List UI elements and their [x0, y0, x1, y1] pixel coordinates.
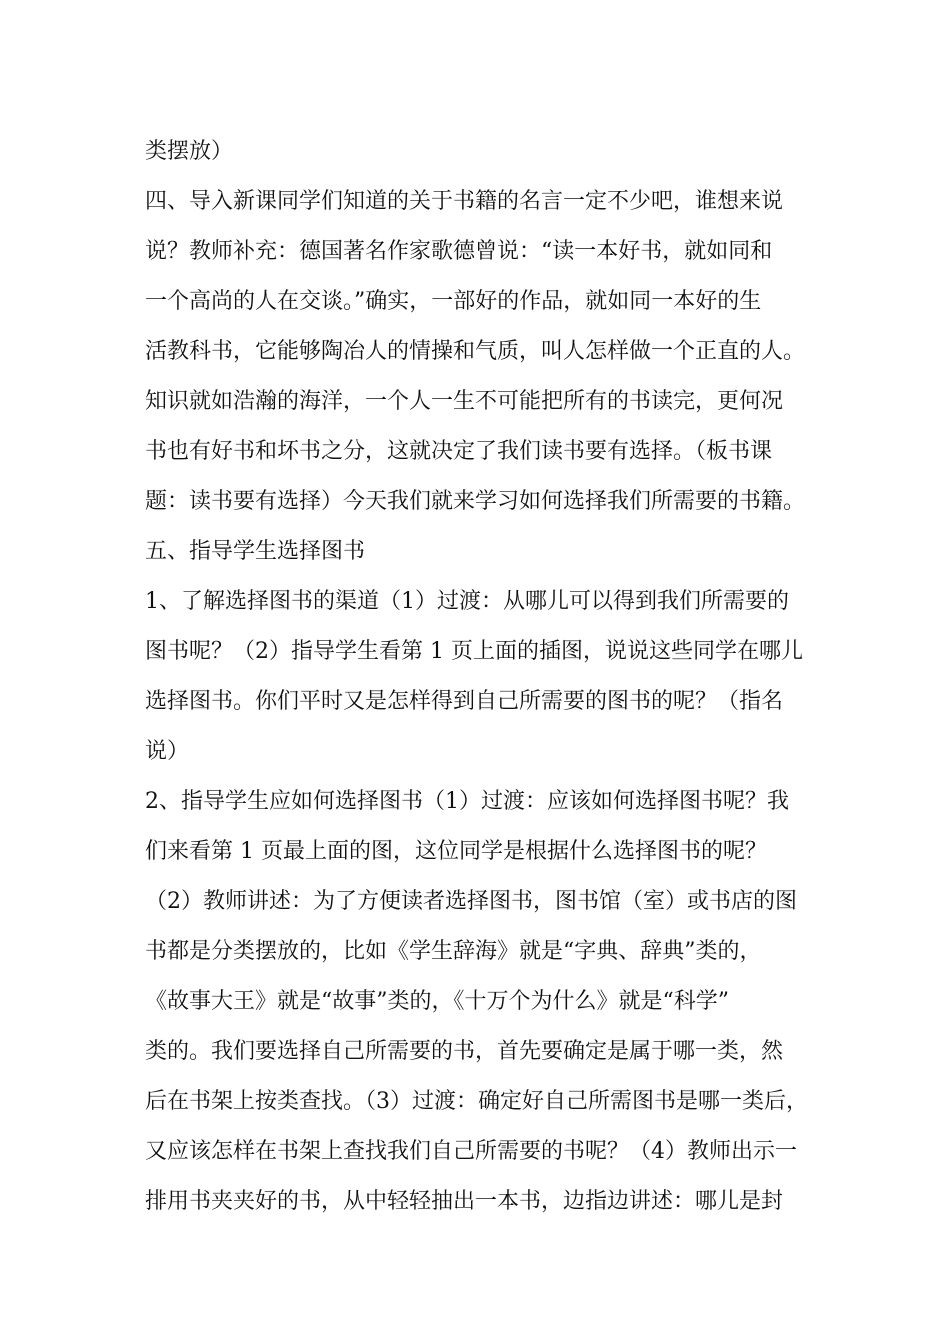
text-line: 书也有好书和坏书之分，这就决定了我们读书要有选择。（板书课: [145, 439, 773, 464]
text-line: 又应该怎样在书架上查找我们自己所需要的书呢？（4）教师出示一: [145, 1139, 797, 1164]
text-line: （2）教师讲述：为了方便读者选择图书，图书馆（室）或书店的图: [145, 889, 797, 914]
text-line: 四、导入新课同学们知道的关于书籍的名言一定不少吧，谁想来说: [145, 189, 784, 214]
text-line: 类摆放）: [145, 139, 234, 164]
text-line: 后在书架上按类查找。（3）过渡：确定好自己所需图书是哪一类后，: [145, 1089, 808, 1114]
text-line: 书都是分类摆放的，比如《学生辞海》就是“字典、辞典”类的，: [145, 939, 762, 964]
text-line: 类的。我们要选择自己所需要的书，首先要确定是属于哪一类，然: [145, 1039, 784, 1064]
section-heading: 五、指导学生选择图书: [145, 539, 366, 564]
text-line: 知识就如浩瀚的海洋，一个人一生不可能把所有的书读完，更何况: [145, 389, 784, 414]
text-line: 《故事大王》就是“故事”类的，《十万个为什么》就是“科学”: [145, 989, 729, 1014]
text-line: 图书呢？（2）指导学生看第 1 页上面的插图，说说这些同学在哪儿: [145, 639, 803, 664]
text-line: 题：读书要有选择）今天我们就来学习如何选择我们所需要的书籍。: [145, 489, 806, 514]
text-line: 排用书夹夹好的书，从中轻轻抽出一本书，边指边讲述：哪儿是封: [145, 1189, 784, 1214]
text-line: 2、指导学生应如何选择图书（1）过渡：应该如何选择图书呢？我: [145, 789, 789, 814]
text-line: 说）: [145, 739, 190, 764]
text-line: 一个高尚的人在交谈。”确实，一部好的作品，就如同一本好的生: [145, 289, 762, 314]
text-line: 们来看第 1 页最上面的图，这位同学是根据什么选择图书的呢？: [145, 839, 767, 864]
text-line: 1、了解选择图书的渠道（1）过渡：从哪儿可以得到我们所需要的: [145, 589, 789, 614]
text-line: 说？教师补充：德国著名作家歌德曾说：“读一本好书，就如同和: [145, 239, 773, 264]
text-line: 活教科书，它能够陶冶人的情操和气质，叫人怎样做一个正直的人。: [145, 339, 806, 364]
body-text: [145, 127, 825, 1227]
text-line: 选择图书。你们平时又是怎样得到自己所需要的图书的呢？（指名: [145, 689, 784, 714]
